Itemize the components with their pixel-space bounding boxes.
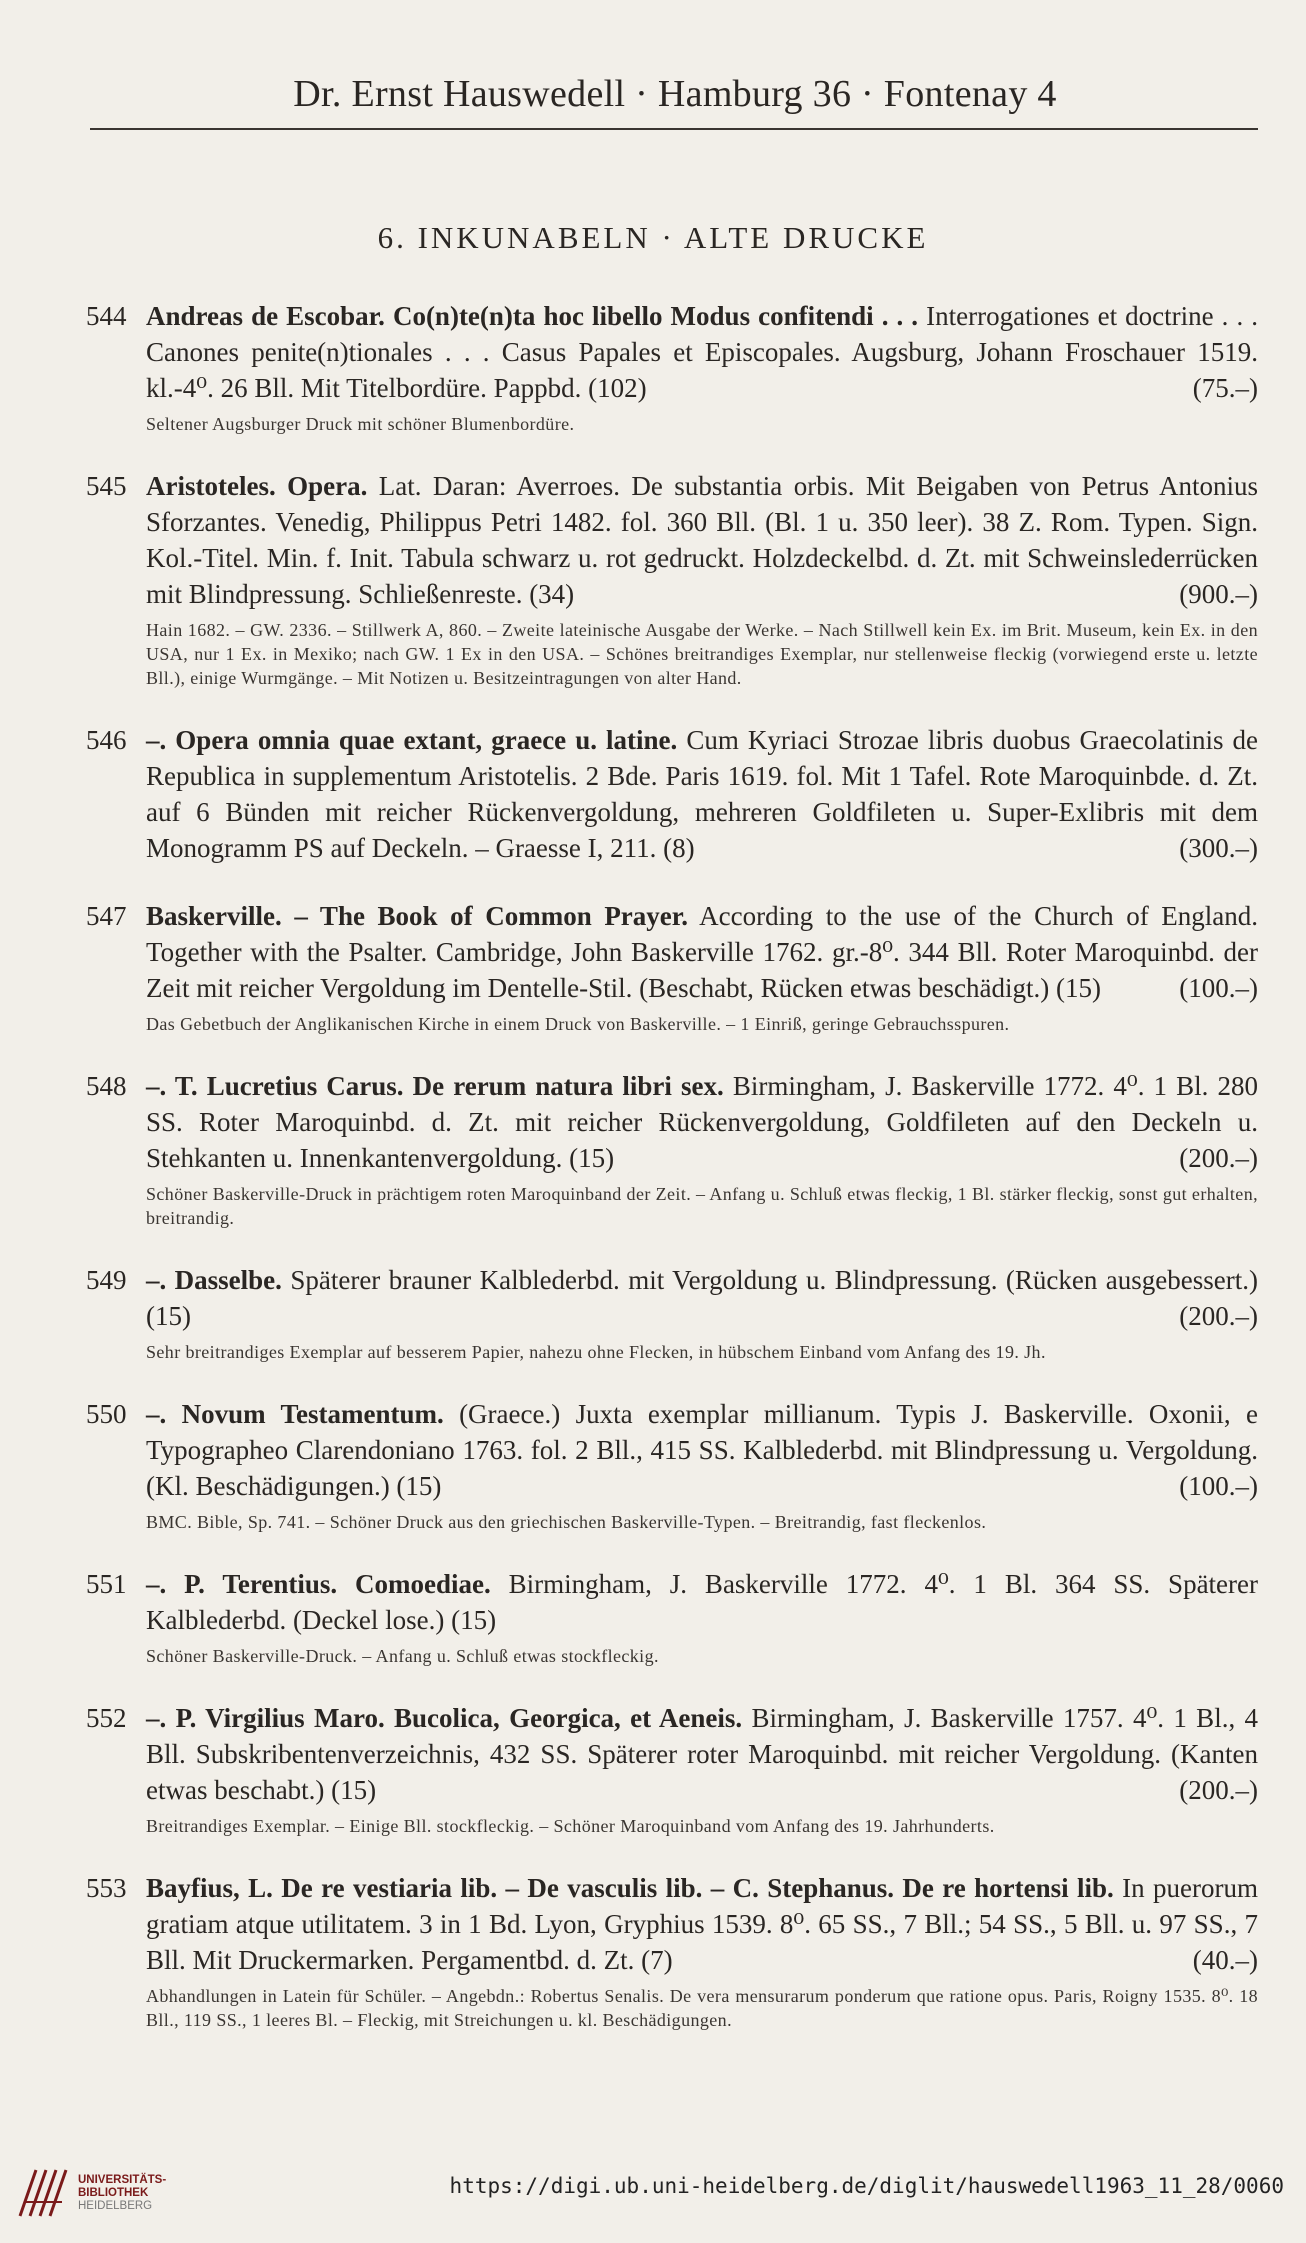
entry-title: –. Dasselbe. (146, 1265, 282, 1295)
catalog-entry (0, 1396, 1306, 1534)
entry-price: (100.–) (1179, 973, 1258, 1003)
entry-note: Schöner Baskerville-Druck. – Anfang u. Schluß etwas stockfleckig. (146, 1646, 659, 1666)
entry-price: (75.–) (1192, 373, 1258, 403)
entry-text: Lat. Daran: Averroes. De substantia orbis. Mit Beigaben von Petrus Antonius Sforzantes. Venedig, Philippus Petri 1482. fol. 360 Bll. (Bl. 1 u. 350 leer). 38 Z. Rom. Typen. Sign. Kol.-Titel. Min. f. Init. Tabula schwarz u. rot gedruckt. Holzdeckelbd. d. Zt. mit Schweinslederrücken mit Blindpressung. Schließenreste. (34) (146, 471, 1259, 609)
entry-note: BMC. Bible, Sp. 741. – Schöner Druck aus den griechischen Baskerville-Typen. – Breitrandig, fast fleckenlos. (146, 1512, 987, 1532)
entry-price: (200.–) (1179, 1143, 1258, 1173)
entry-description (146, 1396, 1258, 1504)
entry-description (146, 468, 1258, 612)
entry-note: Breitrandiges Exemplar. – Einige Bll. stockfleckig. – Schöner Maroquinband vom Anfang des 19. Jahrhunderts. (146, 1816, 995, 1836)
entry-note: Abhandlungen in Latein für Schüler. – Angebdn.: Robertus Senalis. De vera mensurarum ponderum que ratione opus. Paris, Roigny 1535. 8⁰. 18 Bll., 119 SS., 1 leeres Bl. – Fleckig, mit Streichungen u. kl. Beschädigungen. (146, 1986, 1258, 2030)
source-url-link[interactable]: https://digi.ub.uni-heidelberg.de/diglit/hauswedell1963_11_28/0060 (449, 2174, 1284, 2198)
catalog-entry (0, 1068, 1306, 1230)
entry-price: (100.–) (1179, 1471, 1258, 1501)
library-name (78, 2174, 166, 2213)
entry-description (146, 1566, 1258, 1638)
entry-price: (900.–) (1179, 579, 1258, 609)
entry-title: Bayfius, L. De re vestiaria lib. – De vasculis lib. – C. Stephanus. De re hortensi lib. (146, 1873, 1114, 1903)
entry-description (146, 722, 1258, 866)
entry-note: Das Gebetbuch der Anglikanischen Kirche in einem Druck von Baskerville. – 1 Einriß, geringe Gebrauchsspuren. (146, 1014, 1010, 1034)
university-library-logo-icon (14, 2162, 74, 2222)
catalog-entry (0, 898, 1306, 1036)
entry-number: 548 (86, 1071, 127, 1101)
entry-title: –. Novum Testamentum. (146, 1399, 444, 1429)
entry-title: –. P. Virgilius Maro. Bucolica, Georgica, et Aeneis. (146, 1703, 743, 1733)
entry-number: 550 (86, 1399, 127, 1429)
entry-price: (200.–) (1179, 1775, 1258, 1805)
entry-text: Birmingham, J. Baskerville 1757. 4⁰. 1 Bl., 4 Bll. Subskribentenverzeichnis, 432 SS. Späterer roter Maroquinbd. mit reicher Vergoldung. (Kanten etwas beschabt.) (15) (146, 1703, 1259, 1805)
entry-note: Sehr breitrandiges Exemplar auf besserem Papier, nahezu ohne Flecken, in hübschem Einband vom Anfang des 19. Jh. (146, 1342, 1046, 1362)
entry-text: (Graece.) Juxta exemplar millianum. Typis J. Baskerville. Oxonii, e Typographeo Clarendoniano 1763. fol. 2 Bll., 415 SS. Kalblederbd. mit Blindpressung u. Vergoldung. (Kl. Beschädigungen.) (15) (146, 1399, 1258, 1501)
entry-text: According to the use of the Church of England. Together with the Psalter. Cambridge, John Baskerville 1762. gr.-8⁰. 344 Bll. Roter Maroquinbd. der Zeit mit reicher Vergoldung im Dentelle-Stil. (Beschabt, Rücken etwas beschädigt.) (15) (146, 901, 1258, 1003)
entry-price: (40.–) (1192, 1945, 1258, 1975)
entry-number: 553 (86, 1873, 127, 1903)
catalog-entry (0, 468, 1306, 690)
entry-number: 547 (86, 901, 127, 931)
entry-number: 552 (86, 1703, 127, 1733)
entry-text: Späterer brauner Kalblederbd. mit Vergoldung u. Blindpressung. (Rücken ausgebessert.) (15) (146, 1265, 1258, 1331)
catalog-entry (0, 1700, 1306, 1838)
entry-title: –. P. Terentius. Comoediae. (146, 1569, 491, 1599)
entry-number: 546 (86, 725, 127, 755)
entry-text: In puerorum gratiam atque utilitatem. 3 in 1 Bd. Lyon, Gryphius 1539. 8⁰. 65 SS., 7 Bll.; 54 SS., 5 Bll. u. 97 SS., 7 Bll. Mit Druckermarken. Pergamentbd. d. Zt. (7) (146, 1873, 1259, 1975)
catalog-entry (0, 1262, 1306, 1364)
section-title: 6. INKUNABELN · ALTE DRUCKE (377, 220, 929, 255)
entry-number: 551 (86, 1569, 127, 1599)
entry-description (146, 898, 1258, 1006)
entry-title: Aristoteles. Opera. (146, 471, 368, 501)
catalog-entry (0, 1870, 1306, 2032)
entry-note: Hain 1682. – GW. 2336. – Stillwerk A, 860. – Zweite lateinische Ausgabe der Werke. – Nach Stillwell kein Ex. im Brit. Museum, kein Ex. in den USA, nur 1 Ex. in Mexiko; nach GW. 1 Ex in den USA. – Schönes breitrandiges Exemplar, nur stellenweise fleckig (vorwiegend erste u. letzte Bll.), einige Wurmgänge. – Mit Notizen u. Besitzeintragungen von alter Hand. (146, 620, 1258, 688)
catalog-entry (0, 298, 1306, 436)
entry-number: 549 (86, 1265, 127, 1295)
entry-note: Seltener Augsburger Druck mit schöner Blumenbordüre. (146, 414, 575, 434)
header-rule (90, 128, 1258, 130)
entry-title: Baskerville. – The Book of Common Prayer. (146, 901, 689, 931)
catalog-entries (0, 298, 1306, 2064)
entry-description (146, 1068, 1258, 1176)
entry-text: Interrogationes et doctrine . . . Canones penite(n)tionales . . . Casus Papales et Episcopales. Augsburg, Johann Froschauer 1519. kl.-4⁰. 26 Bll. Mit Titelbordüre. Pappbd. (102) (146, 301, 1258, 403)
entry-description (146, 1700, 1258, 1808)
entry-text: Cum Kyriaci Strozae libris duobus Graecolatinis de Republica in supplementum Aristotelis. 2 Bde. Paris 1619. fol. Mit 1 Tafel. Rote Maroquinbde. d. Zt. auf 6 Bünden mit reicher Rückenvergoldung, mehreren Goldfileten u. Super-Exlibris mit dem Monogramm PS auf Deckeln. – Graesse I, 211. (8) (146, 725, 1258, 863)
catalog-entry (0, 1566, 1306, 1668)
entry-price: (200.–) (1179, 1301, 1258, 1331)
entry-title: –. T. Lucretius Carus. De rerum natura libri sex. (146, 1071, 724, 1101)
running-head: Dr. Ernst Hauswedell · Hamburg 36 · Fontenay 4 (293, 73, 1057, 115)
entry-text: Birmingham, J. Baskerville 1772. 4⁰. 1 Bl. 280 SS. Roter Maroquinbd. d. Zt. mit reicher Rückenvergoldung, Goldfileten auf den Deckeln u. Stehkanten u. Innenkantenvergoldung. (15) (146, 1071, 1258, 1173)
entry-note: Schöner Baskerville-Druck in prächtigem roten Maroquinband der Zeit. – Anfang u. Schluß etwas fleckig, 1 Bl. stärker fleckig, sonst gut erhalten, breitrandig. (146, 1184, 1258, 1228)
library-name-line1: UNIVERSITÄTS- (78, 2174, 167, 2186)
entry-description (146, 1870, 1258, 1978)
entry-number: 545 (86, 471, 127, 501)
library-name-line3: HEIDELBERG (78, 2200, 153, 2212)
entry-description (146, 298, 1258, 406)
entry-title: Andreas de Escobar. Co(n)te(n)ta hoc libello Modus confitendi . . . (146, 301, 919, 331)
catalog-entry (0, 722, 1306, 866)
entry-title: –. Opera omnia quae extant, graece u. latine. (146, 725, 678, 755)
entry-text: Birmingham, J. Baskerville 1772. 4⁰. 1 Bl. 364 SS. Späterer Kalblederbd. (Deckel lose.) (15) (146, 1569, 1259, 1635)
entry-number: 544 (86, 301, 127, 331)
entry-price: (300.–) (1179, 833, 1258, 863)
library-name-line2: BIBLIOTHEK (78, 2187, 149, 2199)
entry-description (146, 1262, 1258, 1334)
